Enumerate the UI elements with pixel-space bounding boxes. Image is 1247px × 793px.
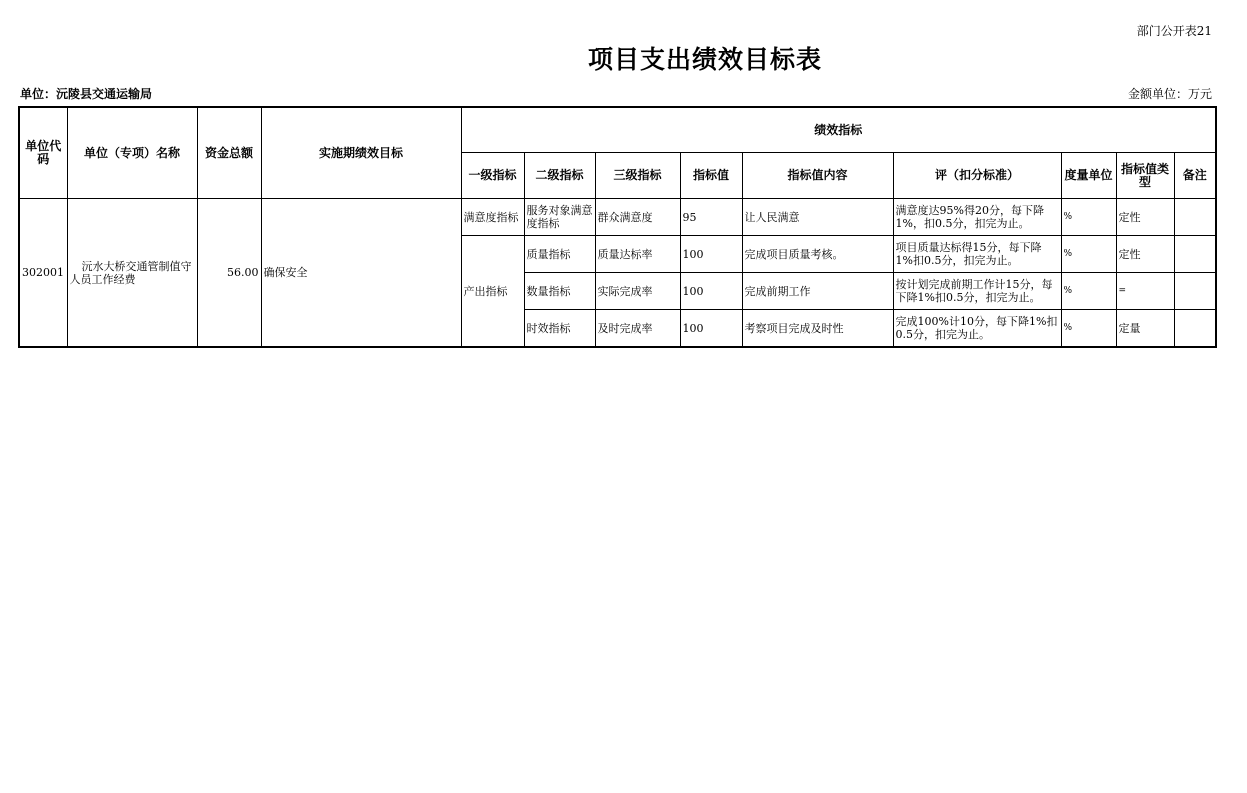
header-level1: 一级指标 xyxy=(461,153,524,199)
form-number: 部门公开表21 xyxy=(1136,24,1212,38)
level2-cell: 质量指标 xyxy=(524,236,595,273)
type-cell: 定量 xyxy=(1116,310,1174,348)
amount-unit: 金额单位：万元 xyxy=(1127,87,1212,101)
project-amount: 56.00 xyxy=(197,199,261,348)
unit-label: 单位：沅陵县交通运输局 xyxy=(20,87,153,101)
unit-cell: % xyxy=(1061,273,1116,310)
value-cell: 100 xyxy=(680,273,742,310)
content-cell: 考察项目完成及时性 xyxy=(742,310,893,348)
header-unit-code: 单位代码 xyxy=(19,107,67,199)
level2-cell: 时效指标 xyxy=(524,310,595,348)
criteria-cell: 完成100%计10分，每下降1%扣0.5分，扣完为止。 xyxy=(893,310,1061,348)
level2-cell: 服务对象满意度指标 xyxy=(524,199,595,236)
page-title: 项目支出绩效目标表 xyxy=(587,45,822,74)
header-row xyxy=(19,107,1216,153)
project-name: 沅水大桥交通管制值守人员工作经费 xyxy=(67,199,197,348)
content-cell: 完成前期工作 xyxy=(742,273,893,310)
remark-cell xyxy=(1174,273,1216,310)
project-code: 302001 xyxy=(19,199,67,348)
level3-cell: 群众满意度 xyxy=(595,199,680,236)
header-remark: 备注 xyxy=(1174,153,1216,199)
performance-table xyxy=(18,106,1217,348)
header-unit-name: 单位（专项）名称 xyxy=(67,107,197,199)
header-level3: 三级指标 xyxy=(595,153,680,199)
criteria-cell: 按计划完成前期工作计15分，每下降1%扣0.5分，扣完为止。 xyxy=(893,273,1061,310)
header-value: 指标值 xyxy=(680,153,742,199)
level2-cell: 数量指标 xyxy=(524,273,595,310)
level3-cell: 质量达标率 xyxy=(595,236,680,273)
project-goal: 确保安全 xyxy=(261,199,461,348)
header-indicators: 绩效指标 xyxy=(461,107,1216,153)
remark-cell xyxy=(1174,199,1216,236)
header-measure-unit: 度量单位 xyxy=(1061,153,1116,199)
content-cell: 完成项目质量考核。 xyxy=(742,236,893,273)
type-cell: = xyxy=(1116,273,1174,310)
unit-cell: % xyxy=(1061,199,1116,236)
header-content: 指标值内容 xyxy=(742,153,893,199)
criteria-cell: 满意度达95%得20分，每下降1%，扣0.5分，扣完为止。 xyxy=(893,199,1061,236)
unit-cell: % xyxy=(1061,310,1116,348)
level1-cell: 产出指标 xyxy=(461,236,524,348)
value-cell: 100 xyxy=(680,310,742,348)
header-level2: 二级指标 xyxy=(524,153,595,199)
type-cell: 定性 xyxy=(1116,199,1174,236)
header-criteria: 评（扣分标准） xyxy=(893,153,1061,199)
header-goal: 实施期绩效目标 xyxy=(261,107,461,199)
content-cell: 让人民满意 xyxy=(742,199,893,236)
table-row xyxy=(19,199,1216,236)
header-value-type: 指标值类型 xyxy=(1116,153,1174,199)
level1-cell: 满意度指标 xyxy=(461,199,524,236)
remark-cell xyxy=(1174,310,1216,348)
level3-cell: 及时完成率 xyxy=(595,310,680,348)
remark-cell xyxy=(1174,236,1216,273)
type-cell: 定性 xyxy=(1116,236,1174,273)
header-fund-total: 资金总额 xyxy=(197,107,261,199)
value-cell: 95 xyxy=(680,199,742,236)
value-cell: 100 xyxy=(680,236,742,273)
criteria-cell: 项目质量达标得15分，每下降1%扣0.5分，扣完为止。 xyxy=(893,236,1061,273)
unit-cell: % xyxy=(1061,236,1116,273)
level3-cell: 实际完成率 xyxy=(595,273,680,310)
